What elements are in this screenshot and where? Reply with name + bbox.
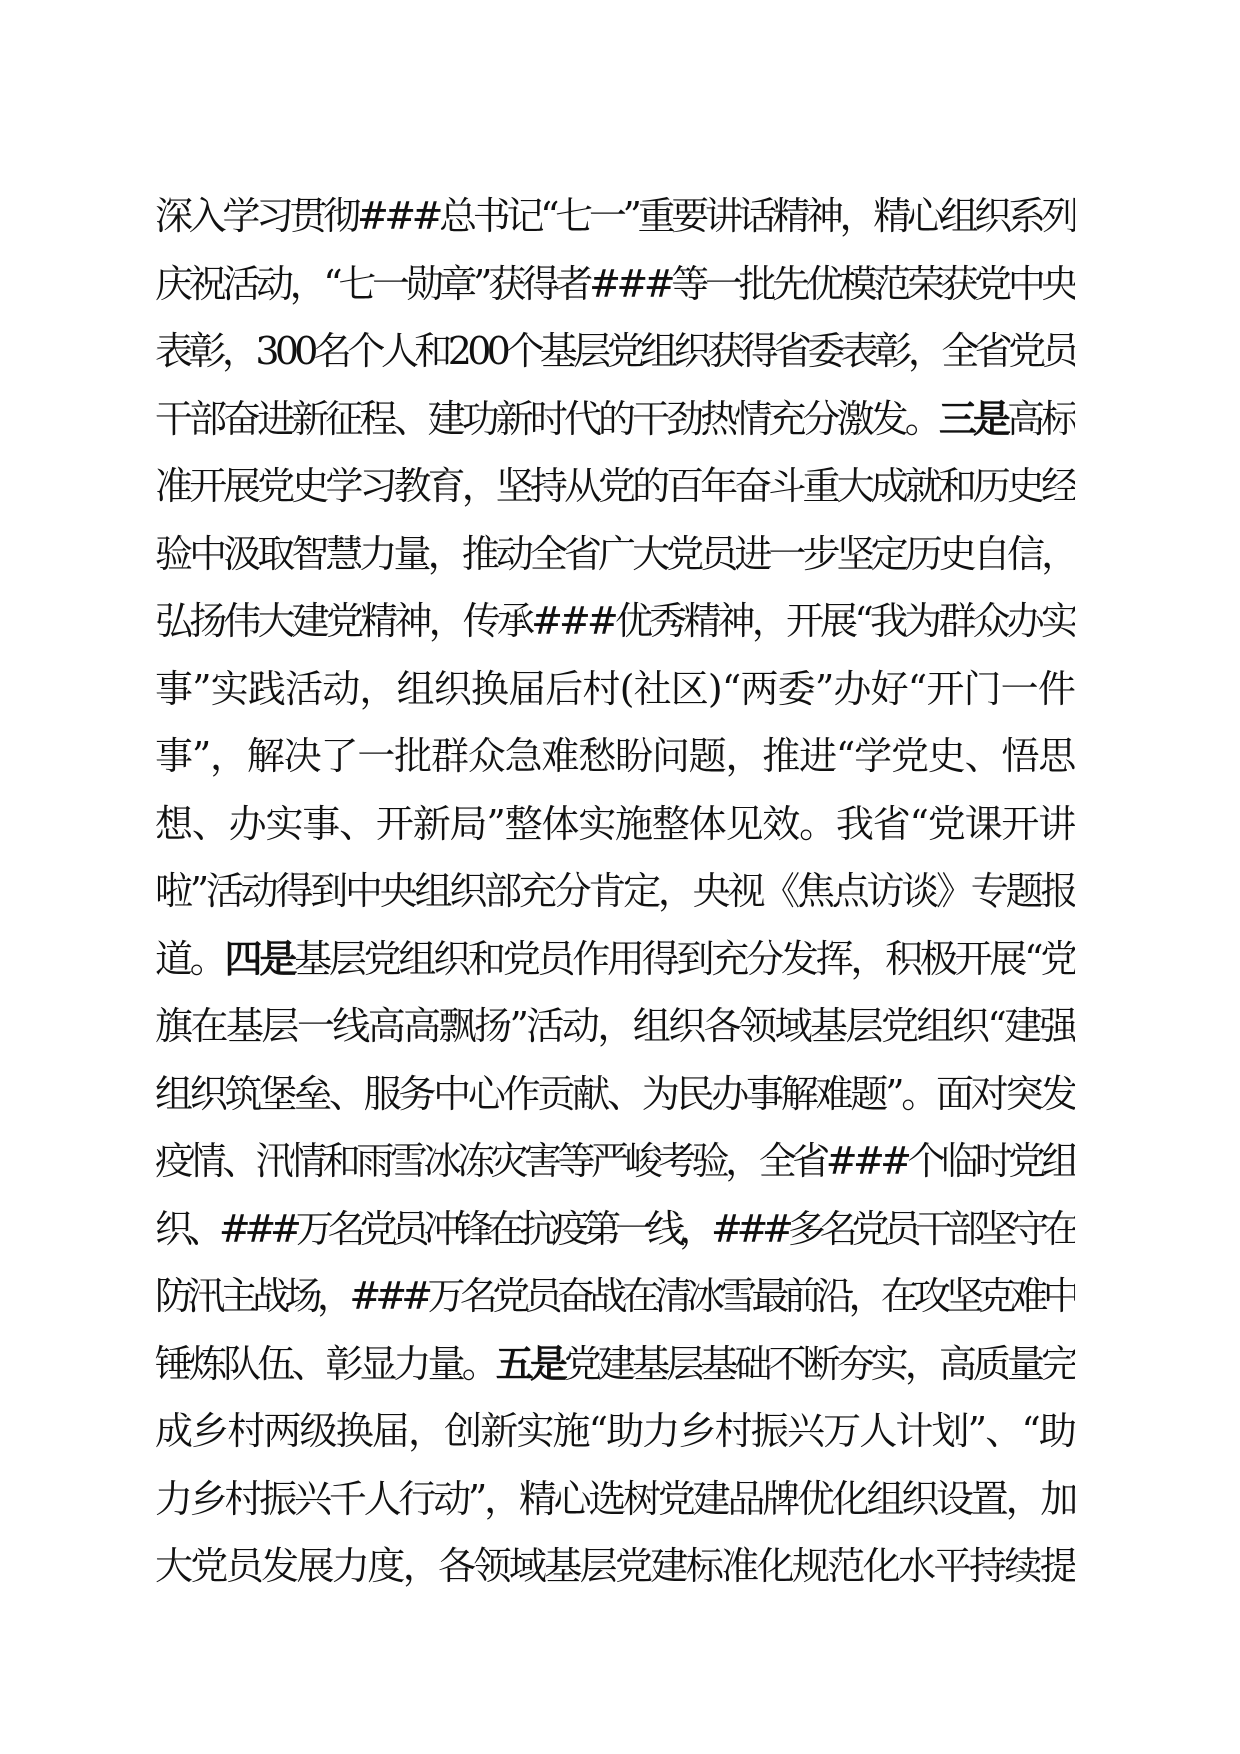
keyword-bold: 五是 — [495, 1341, 564, 1386]
text-line — [155, 656, 1075, 724]
text-segment: 事”实践活动，组织换届后村(社区)“两委”办好“开门一件 — [155, 666, 1075, 711]
text-segment: 验中汲取智慧力量，推动全省广大党员进一步坚定历史自信， — [155, 531, 1075, 576]
text-line — [155, 1466, 1075, 1534]
text-line — [155, 1128, 1075, 1196]
text-line — [155, 251, 1075, 319]
text-segment: 道。 — [155, 936, 225, 981]
text-segment: 织、###万名党员冲锋在抗疫第一线，###多名党员干部坚守在 — [155, 1206, 1075, 1251]
text-segment: 事”，解决了一批群众急难愁盼问题，推进“学党史、悟思 — [155, 734, 1075, 778]
text-segment: 庆祝活动，“七一勋章”获得者###等一批先优模范荣获党中央 — [155, 261, 1075, 306]
keyword-bold: 三是 — [938, 396, 1007, 441]
text-line — [155, 1398, 1075, 1466]
text-segment: 弘扬伟大建党精神，传承###优秀精神，开展“我为群众办实 — [155, 599, 1075, 643]
text-line — [155, 453, 1075, 521]
text-segment: 力乡村振兴千人行动”，精心选树党建品牌优化组织设置，加 — [155, 1476, 1075, 1521]
text-line — [155, 993, 1075, 1061]
text-line — [155, 183, 1075, 251]
text-segment: 旗在基层一线高高飘扬”活动，组织各领域基层党组织“建强 — [155, 1004, 1075, 1048]
text-line — [155, 1533, 1075, 1601]
text-segment: 啦”活动得到中央组织部充分肯定，央视《焦点访谈》专题报 — [155, 869, 1075, 913]
text-segment: 高标 — [1007, 396, 1075, 441]
text-line — [155, 926, 1075, 994]
text-segment: 准开展党史学习教育，坚持从党的百年奋斗重大成就和历史经 — [155, 464, 1075, 508]
keyword-bold: 四是 — [224, 936, 295, 981]
text-segment: 想、办实事、开新局”整体实施整体见效。我省“党课开讲 — [155, 801, 1075, 846]
text-segment: 基层党组织和党员作用得到充分发挥，积极开展“党 — [294, 936, 1075, 981]
text-segment: 干部奋进新征程、建功新时代的干劲热情充分激发。 — [155, 396, 939, 441]
text-segment: 锤炼队伍、彰显力量。 — [155, 1341, 496, 1386]
text-segment: 疫情、汛情和雨雪冰冻灾害等严峻考验，全省###个临时党组 — [155, 1139, 1075, 1183]
text-segment: 成乡村两级换届，创新实施“助力乡村振兴万人计划”、“助 — [155, 1409, 1075, 1453]
text-segment: 党建基层基础不断夯实，高质量完 — [563, 1341, 1075, 1386]
body-paragraph — [155, 183, 1075, 1601]
text-line — [155, 1331, 1075, 1399]
text-line — [155, 791, 1075, 859]
text-line — [155, 588, 1075, 656]
text-line — [155, 723, 1075, 791]
text-line — [155, 521, 1075, 589]
text-line — [155, 1061, 1075, 1129]
text-segment: 防汛主战场，###万名党员奋战在清冰雪最前沿，在攻坚克难中 — [155, 1274, 1075, 1318]
text-segment: 深入学习贯彻###总书记“七一”重要讲话精神，精心组织系列 — [155, 194, 1075, 238]
text-segment: 组织筑堡垒、服务中心作贡献、为民办事解难题”。面对突发 — [155, 1071, 1075, 1116]
text-segment: 表彰，300名个人和200个基层党组织获得省委表彰，全省党员 — [155, 329, 1075, 373]
text-line — [155, 858, 1075, 926]
text-line — [155, 1263, 1075, 1331]
text-line — [155, 1196, 1075, 1264]
text-line — [155, 318, 1075, 386]
text-segment: 大党员发展力度，各领域基层党建标准化规范化水平持续提 — [155, 1544, 1075, 1588]
text-line — [155, 386, 1075, 454]
